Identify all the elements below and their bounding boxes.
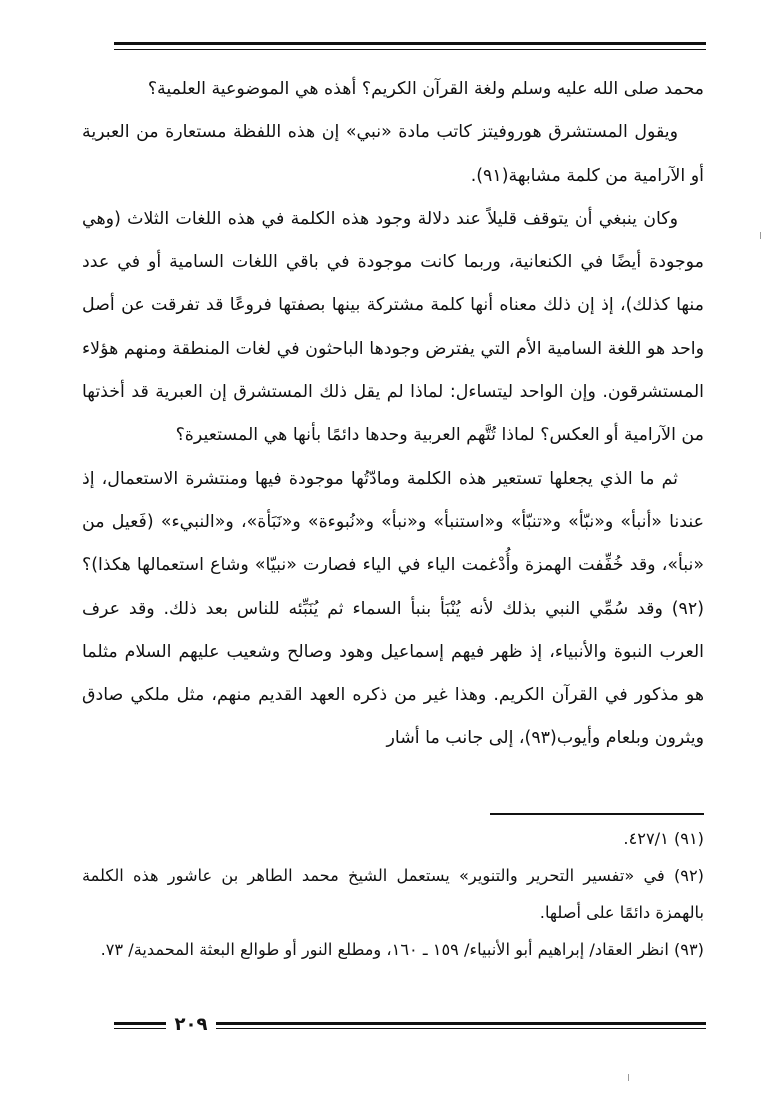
footer-rule-left-thin: [114, 1028, 166, 1029]
footer-rule-left-thick: [114, 1022, 166, 1025]
paragraph-2: ويقول المستشرق هوروفيتز كاتب مادة «نبي» إن هذه اللفظة مستعارة من العبرية أو الآرامية من كلمة مشابهة(٩١).: [82, 122, 704, 186]
footnotes: [82, 820, 704, 968]
footnote-separator: [490, 813, 704, 815]
page-number: ٢٠٩: [174, 1014, 208, 1035]
footnote-91: (٩١) ٤٢٧/١.: [623, 829, 704, 848]
header-rule-thick: [114, 42, 706, 45]
paragraph-4: ثم ما الذي يجعلها تستعير هذه الكلمة ومادّتُها موجودة فيها ومنتشرة الاستعمال، إذ عندنا «أنبأ» و«نبّأ» و«تنبّأ» و«استنبأ» و«نبأ» و«نُبوءة» و«نَبَأة»، و«النبيء» (فَعيل من «نبأ»، وقد خُفِّفت الهمزة وأُدْغمت الياء في الياء فصارت «نبيّا» وشاع استعمالها هكذا)؟(٩٢) وقد سُمِّي النبي بذلك لأنه يُنْبَأ بنبأ السماء ثم يُنَبِّئه للناس بعد ذلك. وقد عرف العرب النبوة والأنبياء، إذ ظهر فيهم إسماعيل وهود وصالح وشعيب عليهم السلام مثلما هو مذكور في القرآن الكريم. وهذا غير من ذكره العهد القديم منهم، مثل ملكي صادق ويثرون وبلعام وأيوب(٩٣)، إلى جانب ما أشار: [82, 468, 704, 749]
page-footer: [114, 1016, 706, 1040]
footnote-92: (٩٢) في «تفسير التحرير والتنوير» يستعمل الشيخ محمد الطاهر بن عاشور هذه الكلمة بالهمزة دائمًا على أصلها.: [82, 866, 704, 922]
scan-speck: [760, 232, 761, 239]
paragraph-3: وكان ينبغي أن يتوقف قليلاً عند دلالة وجود هذه الكلمة في هذه اللغات الثلاث (وهي موجودة أيضًا في الكنعانية، وربما كانت موجودة في باقي اللغات السامية أو في عدد منها كذلك)، إذ إن ذلك معناه أنها كلمة مشتركة بينها بصفتها فروعًا قد تفرقت عن أصل واحد هو اللغة السامية الأم التي يفترض وجودها الباحثون في لغات المنطقة ومنهم هؤلاء المستشرقون. وإن الواحد ليتساءل: لماذا لم يقل ذلك المستشرق إن العبرية قد أخذتها من الآرامية أو العكس؟ لماذا تُتَّهم العربية وحدها دائمًا بأنها هي المستعيرة؟: [82, 208, 704, 446]
header-rule-thin: [114, 49, 706, 50]
footnote-93: (٩٣) انظر العقاد/ إبراهيم أبو الأنبياء/ ١٥٩ ـ ١٦٠، ومطلع النور أو طوالع البعثة المحمدية/ ٧٣.: [100, 940, 704, 959]
paragraph-1: محمد صلى الله عليه وسلم ولغة القرآن الكريم؟ أهذه هي الموضوعية العلمية؟: [147, 79, 704, 99]
footer-rule-right-thick: [216, 1022, 706, 1025]
footer-rule-right-thin: [216, 1028, 706, 1029]
main-text: [82, 68, 704, 761]
scan-speck: [628, 1074, 629, 1081]
